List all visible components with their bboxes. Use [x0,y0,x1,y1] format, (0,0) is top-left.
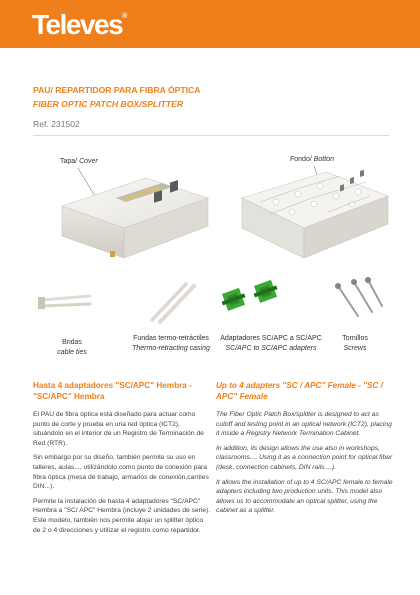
cover-label: Tapa/ Cover [60,158,98,165]
accessory-label-ties: Bridas cable ties [57,339,87,356]
bottom-label: Fondo/ Botton [290,156,334,163]
feature-heading-es: Hasta 4 adaptadores "SC/APC" Hembra - "SC/APC" Hembra [33,381,192,401]
cable-ties-image [36,282,96,322]
thermo-casing-image [142,278,202,328]
accessory-label-adapters: Adaptadores SC/APC a SC/APC SC/APC to SC/APC adapters [220,335,322,352]
paragraph: El PAU de fibra óptica está diseñado para actuar como punto de corte y prueba en una red óptica (ICT2), situándolo en el interior de un Registro de Terminación de Red (RTR). [33,411,204,447]
paragraph: In addition, its design allows the use also in workshops, classrooms..., Using it as a connection point for optical fiber (desk, connection cabinets, DIN rails ...). [216,444,393,471]
description-es [33,410,211,540]
paragraph: Sin embargo por su diseño, también permite su uso en talleres, aulas..., utilizándolo como punto de conexión para fibra óptica (mesa de trabajo, armarios de conexión,carriles DIN...). [33,454,209,491]
product-title-es: PAU/ REPARTIDOR PARA FIBRA ÓPTICA [33,85,201,95]
description-en [216,410,394,521]
screws-image [328,276,388,326]
paragraph: The Fiber Optic Patch Box/splitter is designed to act as cutoff and testing point in an optical network (ICT2), placing it inside a Registry Network Termination Cabinet. [216,411,392,438]
product-title-en: FIBER OPTIC PATCH BOX/SPLITTER [33,99,184,109]
product-reference: Ref. 231502 [33,119,80,129]
paragraph: It allows the installation of up to 4 SC/APC female to female adapters including two production units. This model also allows us to accommodate an optical splitter, using the cabinet as a splitter. [216,478,393,515]
accessory-label-screws: Tornillos Screws [342,335,368,352]
televes-logo: Televes® [32,9,128,40]
bottom-box-image [240,168,390,263]
feature-heading-en: Up to 4 adapters "SC / APC" Female - "SC / APC" Female [216,381,383,401]
accessory-label-casing: Fundas termo-retráctiles Thermo-retracting casing [132,335,210,352]
paragraph: Permite la instalación de hasta 4 adaptadores "SC/APC" Hembra a "SC/ APC" Hembra (incluye 2 unidades de serie). Este modelo, también nos permite alojar un splitter óptico de 2 o 4 direcciones y utilizar el registro como repartidor. [33,497,211,534]
adapters-image [218,280,284,330]
cover-box-image [58,172,208,262]
